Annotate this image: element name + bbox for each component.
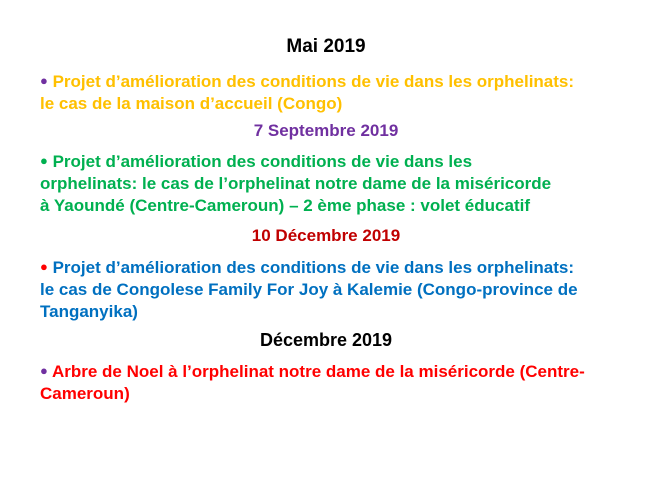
event-item-orphelinat-yaounde: [40, 150, 640, 217]
event-text: Projet d’amélioration des conditions de vie dans les orphelinats:: [52, 72, 575, 91]
event-text: Arbre de Noel à l’orphelinat notre dame de la miséricorde (Centre-: [51, 362, 585, 381]
event-line: Cameroun): [40, 384, 130, 403]
date-heading-10-decembre-2019: 10 Décembre 2019: [251, 226, 401, 245]
bullet-icon: ●: [40, 363, 48, 378]
event-item-maison-accueil: [40, 70, 640, 115]
event-line: le cas de Congolese Family For Joy à Kalemie (Congo-province de: [40, 280, 578, 299]
event-text: Projet d’amélioration des conditions de vie dans les: [52, 152, 473, 171]
bullet-icon: ●: [40, 73, 48, 88]
event-line: à Yaoundé (Centre-Cameroun) – 2 ème phase : volet éducatif: [40, 196, 530, 215]
date-heading-7-septembre-2019: 7 Septembre 2019: [253, 121, 399, 140]
event-text: Projet d’amélioration des conditions de vie dans les orphelinats:: [52, 258, 575, 277]
event-line: [40, 150, 640, 173]
event-line: orphelinats: le cas de l’orphelinat notre dame de la miséricorde: [40, 174, 552, 193]
date-heading-mai-2019: Mai 2019: [286, 36, 366, 57]
event-item-congolese-family-for-joy: [40, 256, 640, 323]
bullet-icon: ●: [40, 259, 48, 274]
event-line: [40, 256, 640, 279]
bullet-icon: ●: [40, 153, 48, 168]
event-line: Tanganyika): [40, 302, 138, 321]
event-line: [40, 360, 640, 383]
date-heading-decembre-2019: Décembre 2019: [259, 330, 393, 350]
event-line: le cas de la maison d’accueil (Congo): [40, 94, 343, 113]
event-line: [40, 70, 640, 93]
event-item-arbre-de-noel: [40, 360, 640, 405]
